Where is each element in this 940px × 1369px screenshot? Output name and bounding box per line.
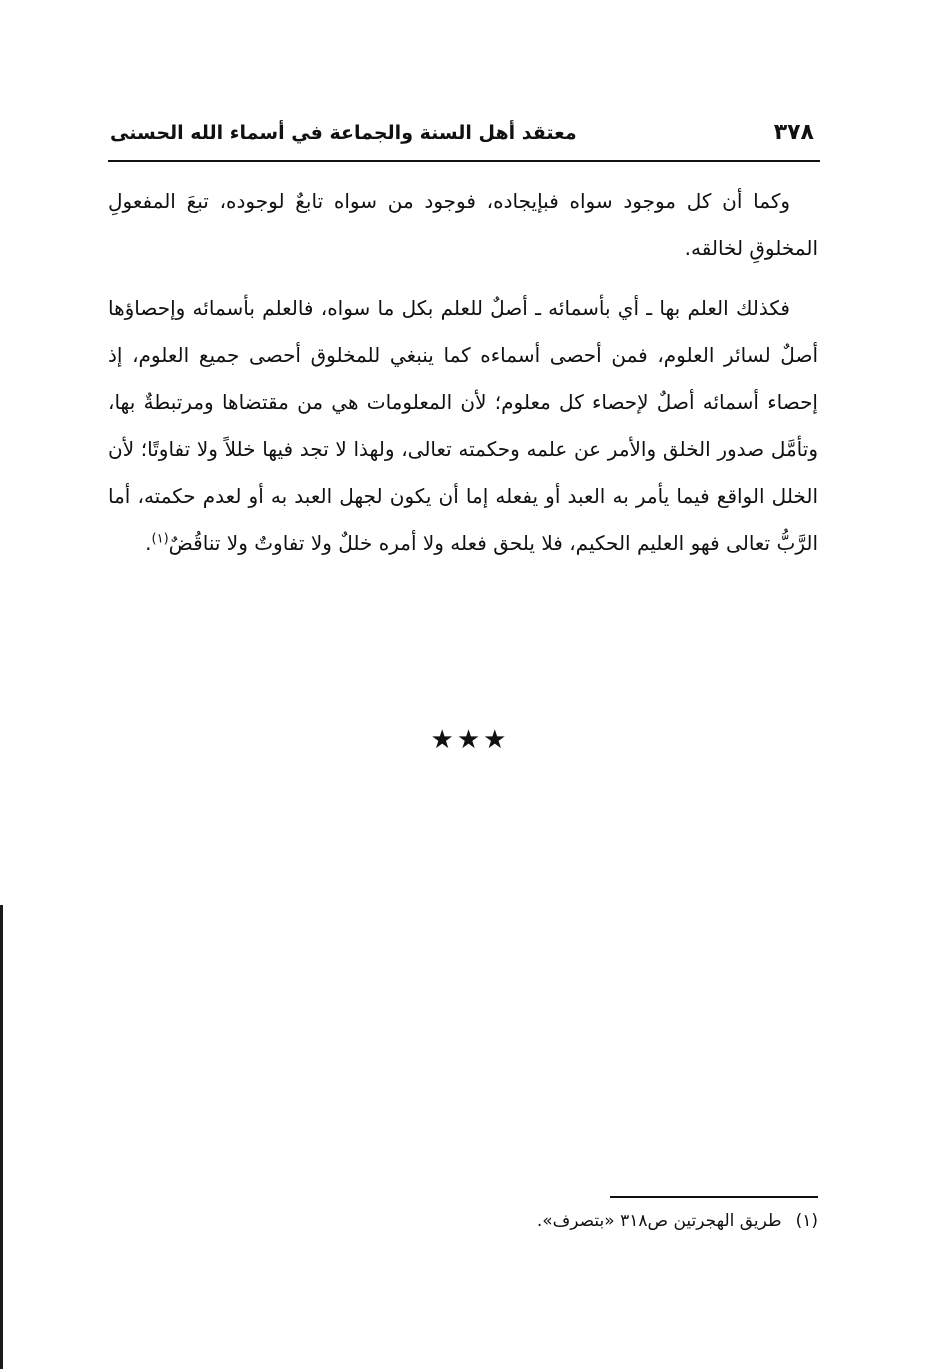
footnote-reference[interactable]: (١): [151, 531, 169, 547]
paragraph-1: وكما أن كل موجود سواه فبإيجاده، فوجود من سواه تابعٌ لوجوده، تبعَ المفعولِ المخلوقِ لخالقه.: [108, 189, 818, 260]
footnote-text: طريق الهجرتين ص٣١٨ «بتصرف».: [536, 1211, 782, 1231]
footnote-rule: [610, 1196, 818, 1198]
paragraph-2-text: فكذلك العلم بها ـ أي بأسمائه ـ أصلٌ للعلم بكل ما سواه، فالعلم بأسمائه وإحصاؤها أصلٌ لسائر العلوم، فمن أحصى أسماءه كما ينبغي للمخلوق أحصى جميع العلوم، إذ إحصاء أسمائه أصلٌ لإحصاء كل معلوم؛ لأن المعلومات هي من مقتضاها ومرتبطةٌ بها، وتأمَّل صدور الخلق والأمر عن علمه وحكمته تعالى، ولهذا لا تجد فيها خللاً ولا تفاوتًا؛ لأن الخلل الواقع فيما يأمر به العبد أو يفعله إما أن يكون لجهل العبد به أو لعدم حكمته، أما الرَّبُّ تعالى فهو العليم الحكيم، فلا يلحق فعله ولا أمره خللٌ ولا تفاوتٌ ولا تناقُضٌ: [108, 296, 818, 555]
page-header: [108, 118, 820, 154]
page-edge-shadow: [0, 905, 3, 1369]
paragraph-2: [108, 285, 818, 567]
body-text: [108, 178, 818, 580]
footnote-number: (١): [795, 1211, 818, 1231]
closing-period: .: [145, 531, 152, 555]
footnote: [300, 1206, 818, 1236]
header-rule: [108, 160, 820, 162]
section-divider-stars: ★★★: [430, 725, 510, 755]
page-number: ٣٧٨: [773, 120, 814, 145]
running-title: معتقد أهل السنة والجماعة في أسماء الله الحسنى: [110, 122, 577, 144]
